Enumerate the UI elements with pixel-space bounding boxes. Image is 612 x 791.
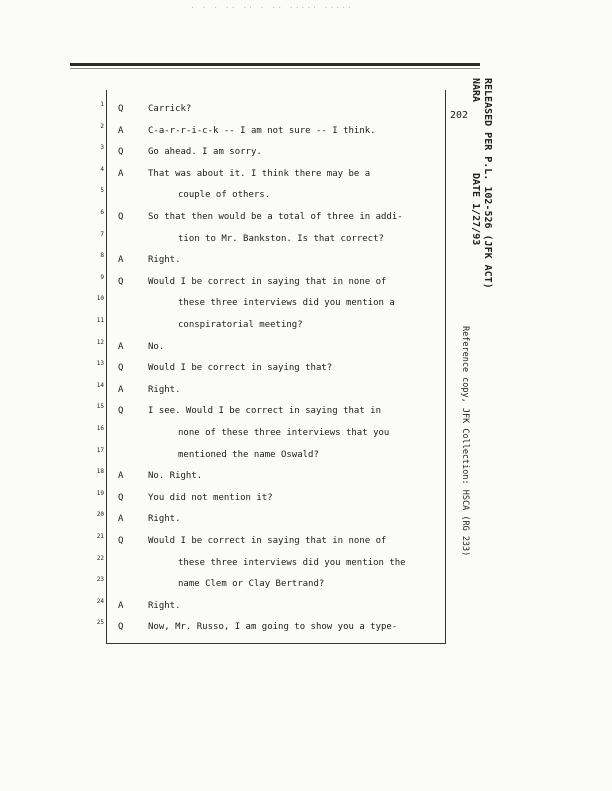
release-stamp-line2: NARA: [470, 78, 481, 103]
transcript-line: [0, 295, 612, 311]
line-text: No.: [148, 341, 165, 352]
transcript-line: [0, 576, 612, 592]
line-text: conspiratorial meeting?: [178, 320, 303, 330]
line-text: No. Right.: [148, 471, 203, 482]
transcript-line: [0, 619, 612, 635]
transcript-line: [0, 231, 612, 247]
line-text: Right.: [148, 514, 181, 525]
transcript-line: [0, 274, 612, 290]
line-number: 17: [96, 446, 104, 454]
line-number: 22: [96, 554, 104, 562]
transcript-line: [0, 144, 612, 160]
line-text: Would I be correct in saying that?: [148, 363, 333, 374]
line-text: tion to Mr. Bankston. Is that correct?: [178, 233, 384, 244]
line-number: 11: [96, 317, 104, 324]
line-number: 5: [100, 187, 104, 195]
line-text: So that then would be a total of three in addi-: [148, 212, 403, 222]
line-number: 16: [96, 425, 104, 432]
line-text: That was about it. I think there may be a: [148, 168, 371, 179]
transcript-line: [0, 511, 612, 527]
line-text: Would I be correct in saying that in none of: [148, 276, 387, 287]
release-stamp-line3: DATE 1/27/93: [470, 173, 481, 246]
speaker-label: Q: [118, 363, 124, 374]
line-number: 12: [96, 338, 104, 346]
line-text: none of these three interviews that you: [178, 428, 390, 438]
transcript-line: [0, 598, 612, 614]
transcript-line: [0, 403, 612, 419]
line-text: Right.: [148, 384, 181, 395]
transcript-line: [0, 101, 612, 117]
faint-header-text: · · · ·· ·· · ·· ····· ·····: [190, 3, 353, 12]
line-text: Right.: [148, 255, 181, 266]
line-number: 4: [100, 165, 104, 173]
line-number: 14: [96, 381, 104, 389]
speaker-label: Q: [118, 492, 124, 503]
line-number: 15: [96, 403, 104, 411]
line-text: mentioned the name Oswald?: [178, 449, 319, 460]
line-text: C-a-r-r-i-c-k -- I am not sure -- I think.: [148, 125, 376, 136]
speaker-label: Q: [118, 622, 124, 633]
line-number: 21: [96, 533, 104, 540]
transcript-line: [0, 425, 612, 441]
line-number: 19: [96, 489, 104, 497]
speaker-label: A: [118, 255, 124, 266]
line-number: 20: [96, 511, 104, 519]
line-number: 9: [100, 273, 104, 281]
line-number: 1: [100, 101, 104, 108]
line-text: Go ahead. I am sorry.: [148, 147, 262, 158]
top-rule-thin: [70, 68, 480, 69]
page-number: 202: [450, 110, 469, 121]
line-text: Would I be correct in saying that in none of: [148, 536, 387, 546]
reference-copy-note: Reference copy, JFK Collection: HSCA (RG 233): [460, 326, 470, 557]
line-number: 2: [100, 122, 104, 130]
line-number: 8: [100, 252, 104, 260]
line-text: I see. Would I be correct in saying that in: [148, 406, 381, 417]
line-text: these three interviews did you mention the: [178, 557, 406, 568]
transcript-line: [0, 317, 612, 333]
transcript-line: [0, 166, 612, 182]
release-stamp-line1: RELEASED PER P.L. 102-526 (JFK ACT): [482, 78, 493, 289]
transcript-line: [0, 209, 612, 225]
line-number: 13: [96, 360, 104, 368]
line-number: 10: [96, 295, 104, 303]
speaker-label: Q: [118, 536, 124, 546]
speaker-label: Q: [118, 212, 124, 222]
line-text: name Clem or Clay Bertrand?: [178, 579, 325, 590]
speaker-label: A: [118, 341, 124, 352]
speaker-label: A: [118, 168, 124, 179]
transcript-line: [0, 533, 612, 549]
line-text: Carrick?: [148, 104, 192, 114]
line-text: You did not mention it?: [148, 492, 273, 503]
line-number: 23: [96, 576, 104, 584]
transcript-line: [0, 555, 612, 571]
line-number: 24: [96, 597, 104, 605]
line-number: 3: [100, 144, 104, 152]
transcript-line: [0, 187, 612, 203]
transcript-line: [0, 339, 612, 355]
speaker-label: A: [118, 125, 124, 136]
line-number: 18: [96, 468, 104, 476]
speaker-label: A: [118, 384, 124, 395]
line-text: these three interviews did you mention a: [178, 298, 395, 309]
transcript-line: [0, 468, 612, 484]
speaker-label: Q: [118, 276, 124, 287]
speaker-label: Q: [118, 147, 124, 158]
speaker-label: A: [118, 600, 124, 611]
line-text: Now, Mr. Russo, I am going to show you a type-: [148, 622, 398, 633]
line-text: Right.: [148, 600, 181, 611]
line-number: 7: [100, 230, 104, 238]
speaker-label: A: [118, 514, 124, 525]
transcript-line: [0, 490, 612, 506]
transcript-line: [0, 382, 612, 398]
line-number: 6: [100, 209, 104, 216]
line-text: couple of others.: [178, 190, 271, 201]
speaker-label: Q: [118, 104, 124, 114]
transcript-line: [0, 360, 612, 376]
transcript-line: [0, 123, 612, 139]
transcript-line: [0, 252, 612, 268]
top-rule: [70, 63, 480, 66]
speaker-label: A: [118, 471, 124, 482]
speaker-label: Q: [118, 406, 124, 417]
transcript-line: [0, 447, 612, 463]
line-number: 25: [96, 619, 104, 627]
